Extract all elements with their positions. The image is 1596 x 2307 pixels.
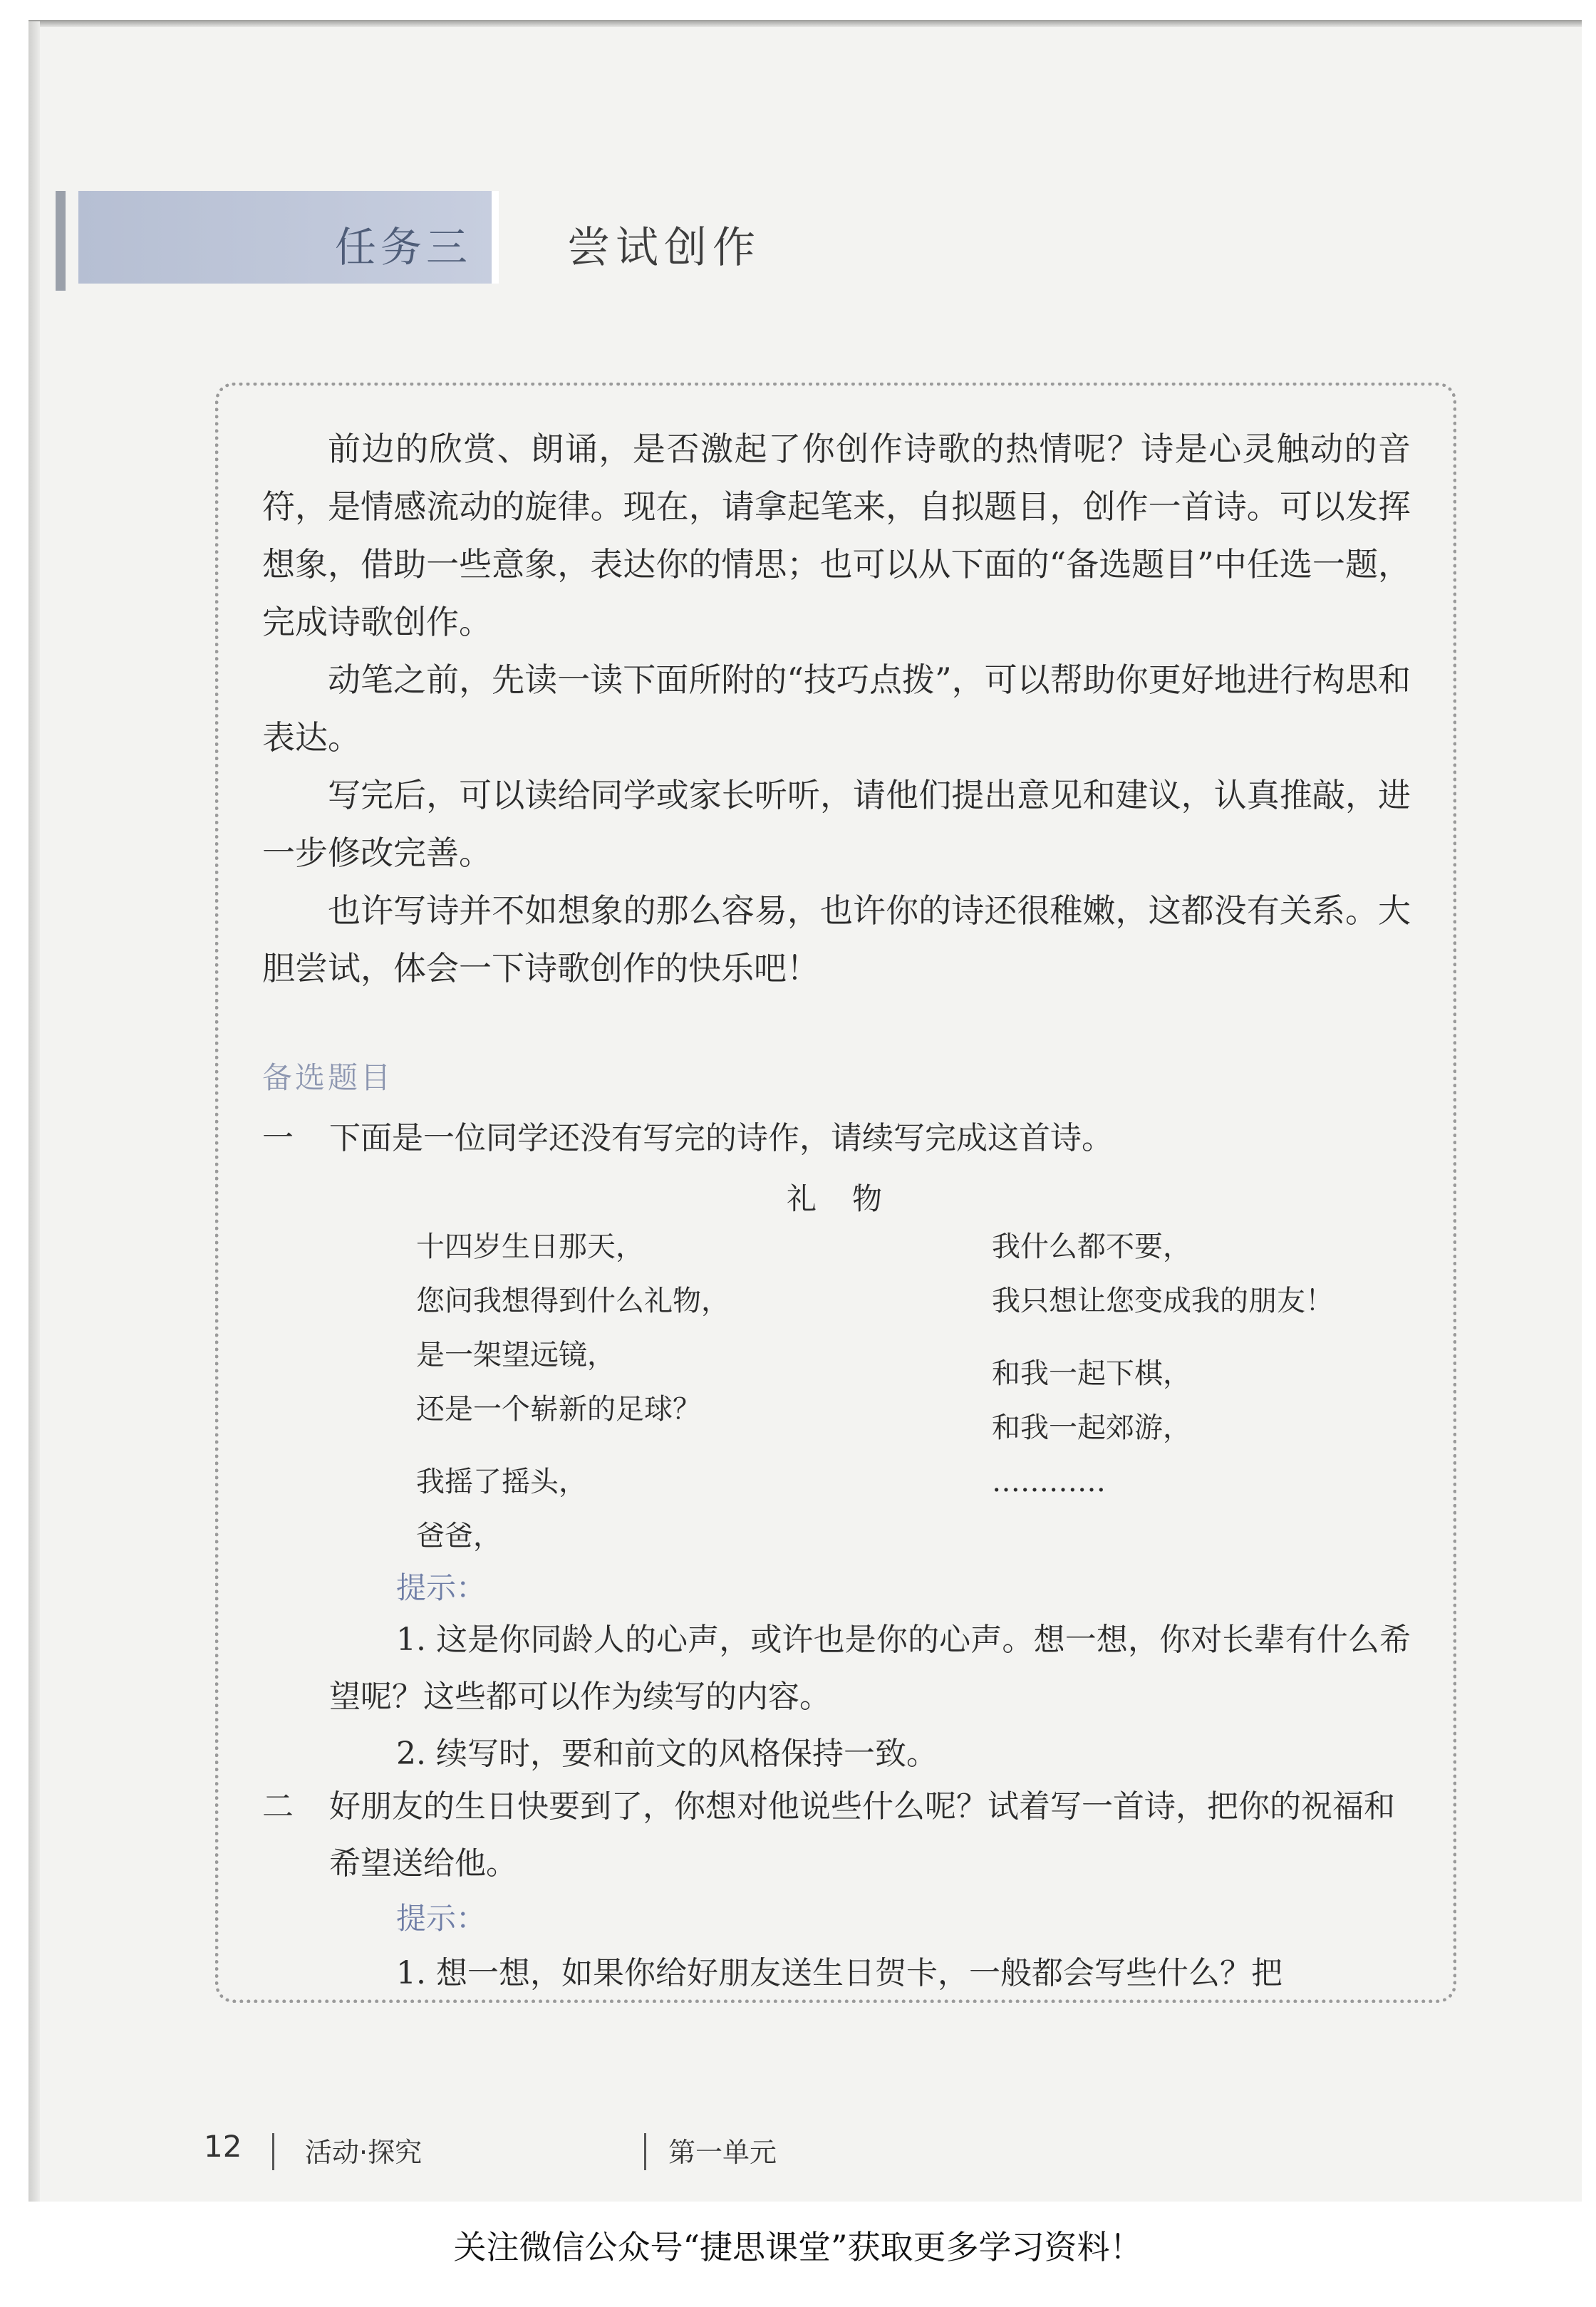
- option-item-1: [262, 1110, 1411, 1167]
- poem-right-line-2: 我只想让您变成我的朋友！: [992, 1285, 1334, 1317]
- tip-label-1: 提示：: [396, 1570, 487, 1605]
- options-heading: 备选题目: [262, 1060, 394, 1095]
- intro-paragraph-3: 写完后，可以读给同学或家长听听，请他们提出意见和建议，认真推敲，进一步修改完善。: [262, 776, 1411, 872]
- poem-left-line-6: 爸爸，: [416, 1520, 502, 1552]
- intro-paragraph-1: 前边的欣赏、朗诵，是否激起了你创作诗歌的热情呢？诗是心灵触动的音符，是情感流动的旋律。现在，请拿起笔来，自拟题目，创作一首诗。可以发挥想象，借助一些意象，表达你的情思；也可以从下面的“备选题目”中任选一题，完成诗歌创作。: [262, 430, 1411, 641]
- poem-left-line-4: 还是一个崭新的足球？: [416, 1393, 701, 1426]
- task-bar-accent: [56, 191, 66, 291]
- option-number-1: 一: [262, 1120, 294, 1156]
- poem-left-line-2: 您问我想得到什么礼物，: [416, 1285, 730, 1317]
- option-number-2: 二: [262, 1788, 294, 1825]
- footer-section: 活动·探究: [305, 2137, 423, 2168]
- tip-1-1: 1. 这是你同龄人的心声，或许也是你的心声。想一想，你对长辈有什么希望呢？这些都可以作为续写的内容。: [329, 1622, 1411, 1715]
- footer-divider-1: [272, 2133, 274, 2170]
- poem-left-line-5: 我摇了摇头，: [416, 1466, 587, 1498]
- footer-divider-2: [644, 2133, 646, 2170]
- page-binding-edge: [28, 21, 40, 2202]
- poem-right-line-4: 和我一起郊游，: [992, 1411, 1191, 1444]
- page-number: 12: [204, 2129, 242, 2164]
- footer-unit: 第一单元: [668, 2137, 777, 2168]
- intro-paragraph-4: 也许写诗并不如想象的那么容易，也许你的诗还很稚嫩，这都没有关系。大胆尝试，体会一下诗歌创作的快乐吧！: [262, 891, 1411, 987]
- poem-left-line-3: 是一架望远镜，: [416, 1339, 616, 1372]
- intro-paragraph-2: 动笔之前，先读一读下面所附的“技巧点拨”，可以帮助你更好地进行构思和表达。: [262, 660, 1411, 757]
- tip-1-2: 2. 续写时，要和前文的风格保持一致。: [396, 1736, 938, 1772]
- tip-2-1: 1. 想一想，如果你给好朋友送生日贺卡，一般都会写些什么？把: [396, 1955, 1282, 1991]
- poem-right-line-1: 我什么都不要，: [992, 1230, 1191, 1263]
- option-item-2: [262, 1778, 1411, 1892]
- task-title: 尝试创作: [567, 223, 761, 273]
- task-label: 任务三: [335, 223, 472, 271]
- poem-left-line-1: 十四岁生日那天，: [416, 1230, 644, 1263]
- tip-label-2: 提示：: [396, 1901, 487, 1936]
- poem-right-line-3: 和我一起下棋，: [992, 1357, 1191, 1390]
- poem-title: 礼物: [787, 1181, 918, 1216]
- option-text-1: 下面是一位同学还没有写完的诗作，请续写完成这首诗。: [329, 1120, 1113, 1156]
- page-top-edge: [28, 20, 1582, 27]
- poem-right-line-5: …………: [992, 1466, 1106, 1498]
- watermark-text: 关注微信公众号“捷思课堂”获取更多学习资料！: [453, 2228, 1143, 2266]
- option-text-2: 好朋友的生日快要到了，你想对他说些什么呢？试着写一首诗，把你的祝福和希望送给他。: [329, 1788, 1395, 1882]
